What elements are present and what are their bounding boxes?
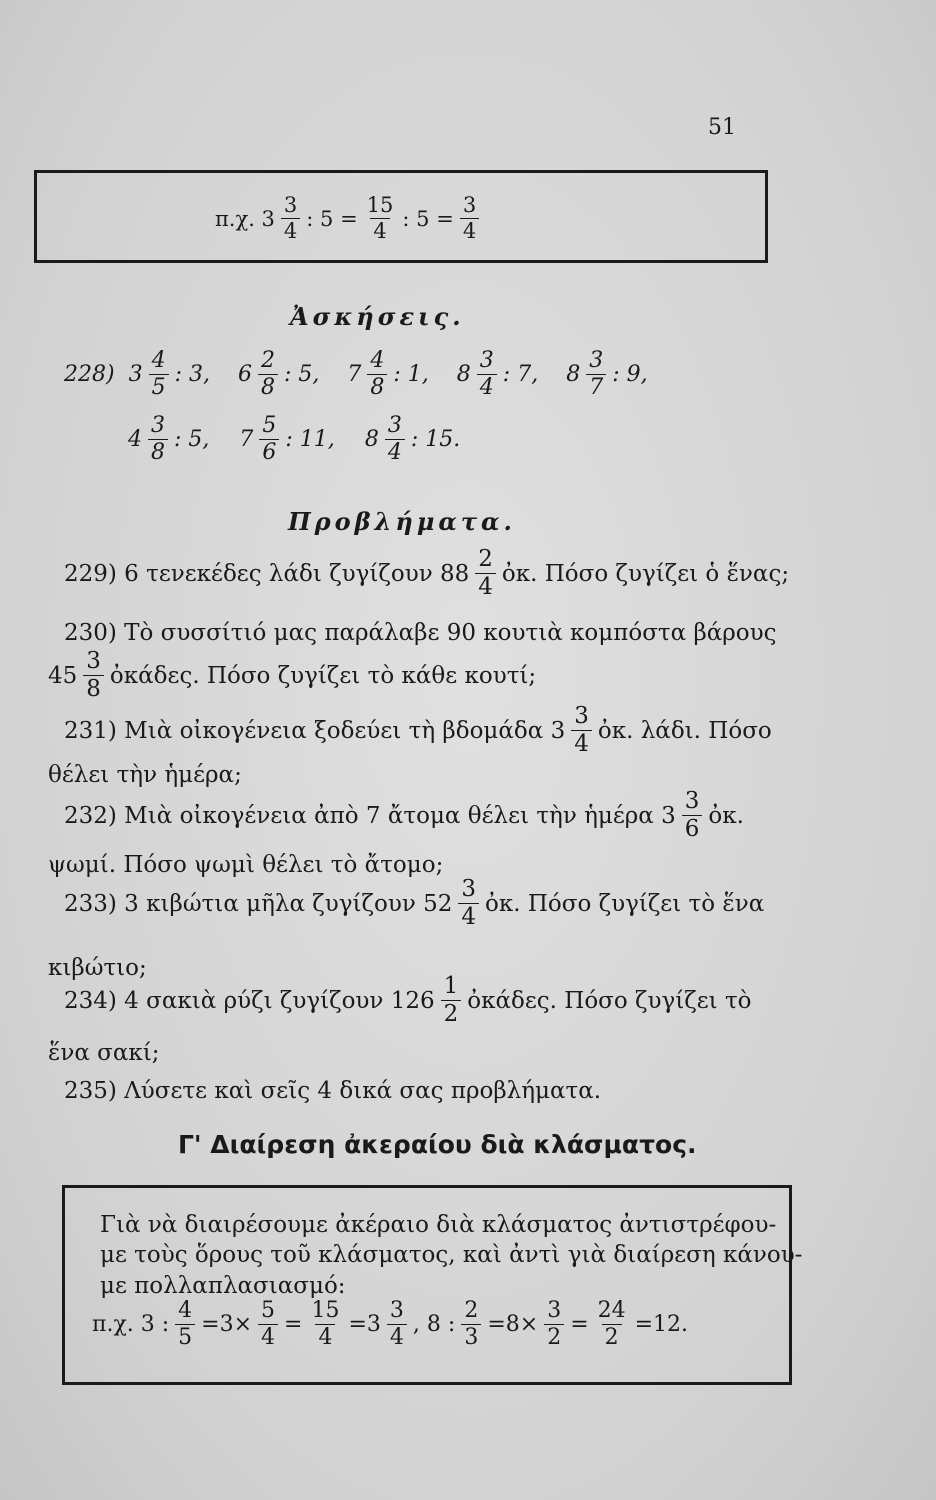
page-number: 51: [708, 115, 736, 140]
fraction: $\frac{3}{6}$: [682, 790, 703, 841]
rule-example: π.χ. 3 : $\frac{4}{5}$ =3× $\frac{5}{4}$ = $\frac{15}{4}$ =3 $\frac{3}{4}$ , 8 : $\frac{2}{3}$ =8× $\frac{3}{2}$ = $\frac{24}{2}$ =12.: [92, 1298, 689, 1350]
problem-232-line2: ψωμί. Πόσο ψωμὶ θέλει τὸ ἄτομο;: [48, 852, 444, 878]
rule-line-2: με τοὺς ὅρους τοῦ κλάσματος, καὶ ἀντὶ γιὰ διαίρεση κάνου-: [100, 1242, 803, 1268]
problem-230-line1: 230) Τὸ συσσίτιό μας παράλαβε 90 κουτιὰ κομπόστα βάρους: [64, 620, 777, 646]
operator: : 5 =: [402, 206, 454, 231]
fraction: $\frac{3}{4}$: [571, 705, 592, 756]
section-heading: Γ' Διαίρεση ἀκεραίου διὰ κλάσματος.: [178, 1130, 697, 1159]
fraction: $\frac{3}{4}$: [281, 195, 300, 242]
example-expression: [215, 195, 485, 242]
fraction: $\frac{15}{4}$: [366, 193, 394, 243]
mixed-number: 7 $\frac{5}{6}$ : 11,: [239, 413, 335, 465]
operator: : 5 =: [306, 206, 358, 231]
example-prefix: π.χ. 3: [215, 206, 275, 231]
rule-line-1: Γιὰ νὰ διαιρέσουμε ἀκέραιο διὰ κλάσματος ἀντιστρέφου-: [100, 1212, 777, 1238]
fraction: $\frac{5}{4}$: [258, 1300, 278, 1349]
problem-235: 235) Λύσετε καὶ σεῖς 4 δικά σας προβλήματα.: [64, 1078, 602, 1104]
exercise-228-row1: [64, 350, 648, 399]
fraction: $\frac{24}{2}$: [597, 1298, 626, 1350]
exercise-label: 228): [64, 362, 115, 387]
problems-heading: Προβλήματα.: [288, 507, 516, 536]
problem-229: 229) 6 τενεκέδες λάδι ζυγίζουν 88 $\frac{2}{4}$ ὀκ. Πόσο ζυγίζει ὁ ἕνας;: [64, 546, 790, 600]
mixed-number: 8 $\frac{3}{4}$ : 7,: [456, 348, 539, 400]
rule-line-3: με πολλαπλασιασμό:: [100, 1273, 346, 1299]
problem-233-line2: κιβώτιο;: [48, 955, 147, 981]
mixed-number: 3 $\frac{4}{5}$ : 3,: [128, 348, 210, 400]
problem-234-line1: 234) 4 σακιὰ ρύζι ζυγίζουν 126 $\frac{1}{2}$ ὀκάδες. Πόσο ζυγίζει τὸ: [64, 973, 752, 1027]
fraction: $\frac{3}{4}$: [460, 195, 479, 242]
problem-231-line2: θέλει τὴν ἡμέρα;: [48, 762, 242, 788]
fraction: $\frac{2}{3}$: [461, 1300, 481, 1349]
exercise-228-row2: [128, 415, 460, 464]
problem-231-line1: 231) Μιὰ οἰκογένεια ξοδεύει τὴ βδομάδα 3 $\frac{3}{4}$ ὀκ. λάδι. Πόσο: [64, 703, 772, 757]
problem-230-line2: 45 $\frac{3}{8}$ ὀκάδες. Πόσο ζυγίζει τὸ κάθε κουτί;: [48, 648, 537, 702]
problem-233-line1: 233) 3 κιβώτια μῆλα ζυγίζουν 52 $\frac{3}{4}$ ὀκ. Πόσο ζυγίζει τὸ ἕνα: [64, 876, 765, 930]
mixed-number: 4 $\frac{3}{8}$ : 5,: [128, 413, 210, 465]
fraction: $\frac{4}{5}$: [175, 1300, 195, 1349]
mixed-number: 8 $\frac{3}{7}$ : 9,: [566, 348, 648, 400]
fraction: $\frac{1}{2}$: [441, 975, 462, 1026]
fraction: $\frac{15}{4}$: [311, 1298, 340, 1350]
fraction: $\frac{3}{4}$: [458, 878, 479, 929]
fraction: $\frac{3}{8}$: [83, 650, 104, 701]
mixed-number: 7 $\frac{4}{8}$ : 1,: [347, 348, 429, 400]
problem-234-line2: ἕνα σακί;: [48, 1040, 160, 1066]
fraction: $\frac{3}{2}$: [544, 1300, 564, 1349]
problem-232-line1: 232) Μιὰ οἰκογένεια ἀπὸ 7 ἄτομα θέλει τὴν ἡμέρα 3 $\frac{3}{6}$ ὀκ.: [64, 788, 744, 842]
fraction: $\frac{2}{4}$: [475, 548, 496, 599]
exercises-heading: Ἀσκήσεις.: [290, 302, 465, 331]
mixed-number: 6 $\frac{2}{8}$ : 5,: [237, 348, 320, 400]
fraction: $\frac{3}{4}$: [387, 1300, 407, 1349]
mixed-number: 8 $\frac{3}{4}$ : 15.: [364, 413, 461, 465]
